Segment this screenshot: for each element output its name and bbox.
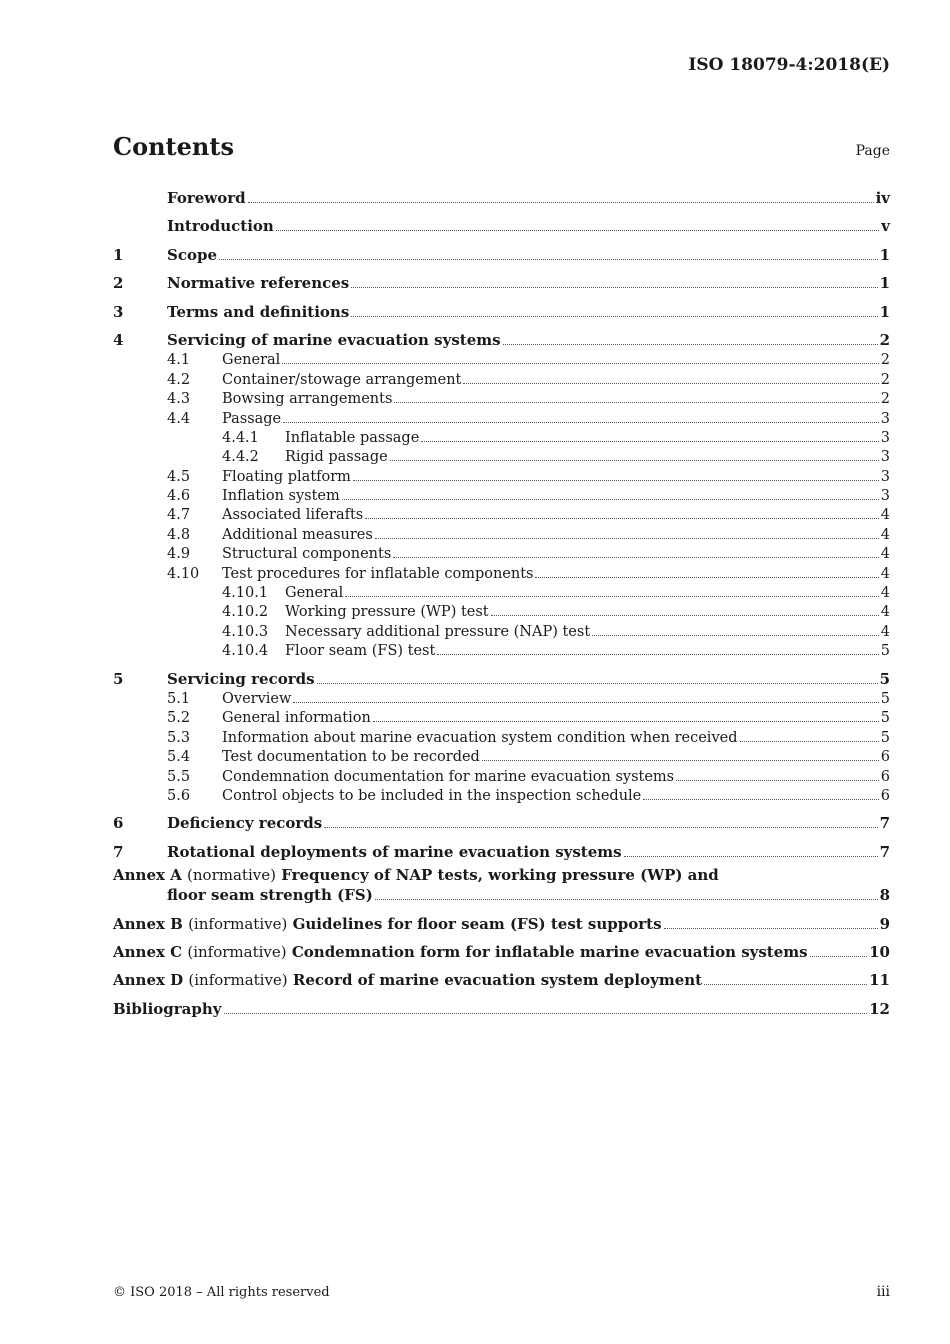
toc-entry-page: 2 <box>880 391 890 408</box>
toc-entry[interactable] <box>113 485 890 504</box>
toc-entry-number: 7 <box>113 842 124 861</box>
toc-entry-title: Inflation system <box>222 488 340 505</box>
toc-entry-title: Rigid passage <box>285 449 388 466</box>
toc-entry-page: 3 <box>880 410 890 427</box>
annex-title: Frequency of NAP tests, working pressure (WP) and <box>281 866 719 885</box>
toc-entry-title: Associated liferafts <box>222 507 364 524</box>
toc-entry-number: 4.4.1 <box>222 429 259 446</box>
toc-entry-page: 4 <box>880 585 890 602</box>
toc-entry-title: Normative references <box>167 274 350 293</box>
toc-entry-title: Servicing records <box>167 669 315 688</box>
toc-entry-page: 7 <box>879 842 890 861</box>
toc-entry-page: 2 <box>880 352 890 369</box>
dot-leader <box>740 740 879 742</box>
toc-entry-number: 4.7 <box>167 507 191 524</box>
dot-leader <box>592 634 879 636</box>
toc-entry[interactable] <box>113 184 890 207</box>
toc-entry[interactable] <box>113 543 890 562</box>
toc-entry-number: 4.5 <box>167 468 191 485</box>
dot-leader <box>482 759 879 761</box>
toc-entry-title: Passage <box>222 410 282 427</box>
dot-leader <box>342 498 879 500</box>
annex-label: Annex D <box>113 971 184 990</box>
dot-leader <box>282 362 878 364</box>
dot-leader <box>365 517 879 519</box>
toc-entry-page: v <box>881 217 890 236</box>
toc-entry[interactable] <box>113 746 890 765</box>
table-of-contents <box>113 184 890 1018</box>
toc-entry[interactable] <box>113 407 890 426</box>
toc-entry-page: 9 <box>879 914 890 933</box>
toc-entry-title: Bibliography <box>113 999 222 1018</box>
toc-entry[interactable] <box>113 785 890 804</box>
toc-entry[interactable] <box>113 241 890 264</box>
toc-entry-title: Introduction <box>167 217 274 236</box>
dot-leader <box>437 653 878 655</box>
toc-entry-number: 4.10.2 <box>222 604 269 621</box>
toc-entry[interactable] <box>113 523 890 542</box>
toc-entry-page: 6 <box>880 749 890 766</box>
toc-entry[interactable] <box>113 269 890 292</box>
toc-entry-page: 4 <box>880 526 890 543</box>
dot-leader <box>676 779 879 781</box>
annex-heading <box>113 943 808 961</box>
toc-entry-page: 7 <box>879 814 890 833</box>
dot-leader <box>390 459 879 461</box>
toc-entry-number: 4 <box>113 330 124 349</box>
annex-heading <box>113 971 702 989</box>
dot-leader <box>643 798 879 800</box>
toc-entry-page: 2 <box>880 371 890 388</box>
toc-entry-title: Terms and definitions <box>167 302 350 321</box>
dot-leader <box>324 826 877 828</box>
toc-entry[interactable] <box>113 446 890 465</box>
toc-entry-title: Deficiency records <box>167 814 323 833</box>
toc-entry-page: 8 <box>879 886 890 905</box>
annex-type: (informative) <box>188 914 288 933</box>
toc-entry-title: Test procedures for inflatable components <box>222 565 534 582</box>
toc-entry-title: Floating platform <box>222 468 351 485</box>
dot-leader <box>421 440 878 442</box>
dot-leader <box>224 1012 868 1014</box>
toc-entry-page: iv <box>875 189 890 207</box>
toc-entry-page: 3 <box>880 449 890 466</box>
dot-leader <box>463 382 878 384</box>
toc-entry[interactable] <box>113 838 890 861</box>
toc-entry-title: Servicing of marine evacuation systems <box>167 330 501 349</box>
toc-entry-title: General <box>285 585 344 602</box>
toc-entry-title: General information <box>222 710 371 727</box>
dot-leader <box>393 556 878 558</box>
toc-entry[interactable] <box>113 349 890 368</box>
toc-entry-page: 6 <box>880 768 890 785</box>
toc-entry-page: 1 <box>879 245 890 264</box>
annex-a-line1 <box>113 866 890 885</box>
dot-leader <box>491 614 879 616</box>
toc-entry-title: Structural components <box>222 546 392 563</box>
toc-entry-title: Control objects to be included in the inspection schedule <box>222 787 642 804</box>
toc-entry-number: 4.10.4 <box>222 643 269 660</box>
dot-leader <box>535 576 878 578</box>
dot-leader <box>704 983 867 985</box>
toc-entry-page: 2 <box>879 330 890 349</box>
toc-entry[interactable] <box>113 688 890 707</box>
annex-title: Guidelines for floor seam (FS) test supports <box>292 914 662 933</box>
toc-entry-number: 3 <box>113 302 124 321</box>
toc-entry[interactable] <box>113 326 890 349</box>
toc-entry-annex[interactable] <box>113 910 890 933</box>
toc-entry[interactable] <box>113 809 890 832</box>
dot-leader <box>810 955 868 957</box>
annex-label: Annex B <box>113 914 183 933</box>
toc-entry-number: 5.6 <box>167 787 191 804</box>
dot-leader <box>375 537 879 539</box>
toc-entry-page: 4 <box>880 546 890 563</box>
dot-leader <box>351 286 877 288</box>
footer-copyright: © ISO 2018 – All rights reserved <box>113 1285 330 1300</box>
toc-entry[interactable] <box>113 465 890 484</box>
dot-leader <box>219 258 878 260</box>
toc-entry[interactable] <box>113 298 890 321</box>
toc-entry-title: Container/stowage arrangement <box>222 371 462 388</box>
toc-entry-page: 11 <box>869 971 890 990</box>
toc-entry-number: 1 <box>113 245 124 264</box>
annex-title: Condemnation form for inflatable marine evacuation systems <box>291 942 808 961</box>
dot-leader <box>317 682 878 684</box>
document-id: ISO 18079-4:2018(E) <box>688 55 890 75</box>
toc-entry-title: Rotational deployments of marine evacuation systems <box>167 842 622 861</box>
toc-entry[interactable] <box>113 368 890 387</box>
toc-entry[interactable] <box>113 601 890 620</box>
toc-entry-annex[interactable] <box>113 938 890 961</box>
dot-leader <box>276 229 879 231</box>
toc-entry-title: Working pressure (WP) test <box>285 604 489 621</box>
toc-entry-number: 5.5 <box>167 768 191 785</box>
toc-entry-page: 4 <box>880 604 890 621</box>
dot-leader <box>345 595 878 597</box>
toc-entry[interactable] <box>113 388 890 407</box>
toc-entry-page: 4 <box>880 507 890 524</box>
toc-entry-annex[interactable] <box>113 966 890 989</box>
toc-entry-number: 2 <box>113 274 124 293</box>
toc-entry[interactable] <box>113 665 890 688</box>
toc-entry-title: Additional measures <box>222 526 373 543</box>
toc-entry[interactable] <box>113 707 890 726</box>
dot-leader <box>503 343 878 345</box>
toc-entry[interactable] <box>113 726 890 745</box>
toc-entry-number: 4.4.2 <box>222 449 259 466</box>
toc-entry-title: Foreword <box>167 189 246 207</box>
toc-entry-title: Floor seam (FS) test <box>285 643 436 660</box>
toc-entry-page: 5 <box>879 669 890 688</box>
toc-entry-title: Scope <box>167 245 218 264</box>
footer-page-number: iii <box>876 1284 890 1300</box>
toc-entry-page: 3 <box>880 429 890 446</box>
annex-label: Annex C <box>113 942 183 961</box>
toc-entry-page: 4 <box>880 565 890 582</box>
toc-entry-number: 4.10.3 <box>222 623 269 640</box>
dot-leader <box>375 898 878 900</box>
toc-entry-page: 4 <box>880 623 890 640</box>
toc-entry-number: 5.1 <box>167 690 191 707</box>
toc-entry-number: 5.4 <box>167 749 191 766</box>
toc-entry-title: General <box>222 352 281 369</box>
toc-entry-number: 4.10 <box>167 565 200 582</box>
toc-entry-title: Bowsing arrangements <box>222 391 393 408</box>
toc-entry-number: 4.9 <box>167 546 191 563</box>
annex-type: (informative) <box>187 942 287 961</box>
toc-entry-title: Condemnation documentation for marine evacuation systems <box>222 768 675 785</box>
annex-heading <box>113 915 662 933</box>
toc-entry-bibliography[interactable] <box>113 995 890 1018</box>
toc-entry-page: 12 <box>869 999 890 1018</box>
toc-entry-title: Necessary additional pressure (NAP) test <box>285 623 591 640</box>
toc-entry-number: 4.1 <box>167 352 191 369</box>
toc-entry[interactable] <box>113 504 890 523</box>
toc-entry-number: 4.8 <box>167 526 191 543</box>
toc-entry[interactable] <box>113 427 890 446</box>
toc-entry-number: 4.3 <box>167 391 191 408</box>
page-title: Contents <box>113 132 234 161</box>
page-column-label: Page <box>855 143 890 159</box>
dot-leader <box>283 421 879 423</box>
dot-leader <box>351 315 877 317</box>
toc-entry[interactable] <box>113 765 890 784</box>
toc-entry-title: Test documentation to be recorded <box>222 749 480 766</box>
dot-leader <box>248 201 874 203</box>
toc-entry-page: 10 <box>869 942 890 961</box>
toc-entry-number: 5.3 <box>167 729 191 746</box>
toc-entry-title: Inflatable passage <box>285 429 420 446</box>
toc-entry-page: 6 <box>880 787 890 804</box>
toc-entry-page: 1 <box>879 302 890 321</box>
toc-entry-page: 1 <box>879 274 890 293</box>
dot-leader <box>353 479 879 481</box>
toc-entry-page: 3 <box>880 468 890 485</box>
dot-leader <box>373 720 879 722</box>
annex-type: (informative) <box>188 971 288 990</box>
toc-entry-number: 5.2 <box>167 710 191 727</box>
toc-entry[interactable] <box>113 562 890 581</box>
toc-entry-title: Information about marine evacuation system condition when received <box>222 729 738 746</box>
toc-entry-number: 4.4 <box>167 410 191 427</box>
toc-entry-page: 5 <box>880 643 890 660</box>
dot-leader <box>293 701 878 703</box>
toc-entry-page: 5 <box>880 690 890 707</box>
toc-entry-number: 4.6 <box>167 488 191 505</box>
toc-entry-number: 4.2 <box>167 371 191 388</box>
annex-label: Annex A <box>113 866 182 885</box>
dot-leader <box>394 401 878 403</box>
toc-entry[interactable] <box>113 640 890 659</box>
annex-title: Record of marine evacuation system deployment <box>292 971 703 990</box>
toc-entry-number: 5 <box>113 669 124 688</box>
toc-entry-page: 5 <box>880 729 890 746</box>
annex-a-line2 <box>113 885 890 904</box>
toc-entry-page: 5 <box>880 710 890 727</box>
annex-title-continued: floor seam strength (FS) <box>167 886 373 905</box>
dot-leader <box>664 927 878 929</box>
toc-entry[interactable] <box>113 620 890 639</box>
annex-type: (normative) <box>187 866 276 885</box>
toc-entry-page: 3 <box>880 488 890 505</box>
toc-entry-number: 6 <box>113 814 124 833</box>
toc-entry-annex-a[interactable] <box>113 866 890 904</box>
toc-entry[interactable] <box>113 212 890 235</box>
toc-entry-number: 4.10.1 <box>222 585 269 602</box>
dot-leader <box>624 855 878 857</box>
toc-entry[interactable] <box>113 582 890 601</box>
toc-entry-title: Overview <box>222 690 292 707</box>
